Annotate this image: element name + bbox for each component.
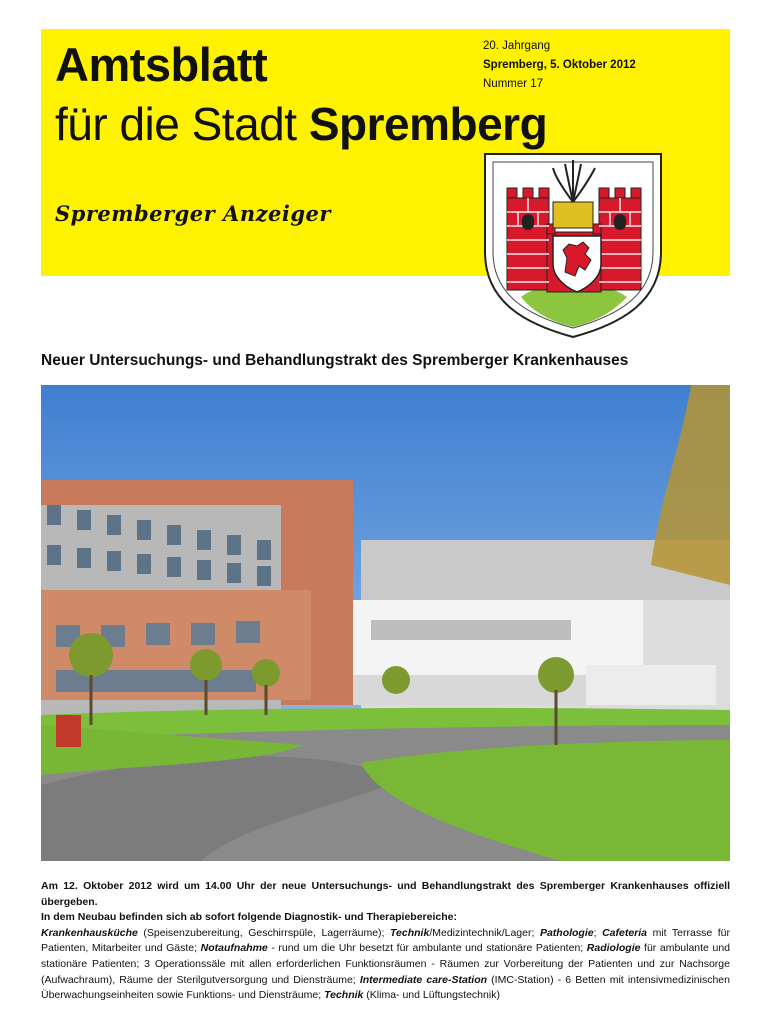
department-term: Krankenhausküche bbox=[41, 926, 138, 939]
department-term: Cafeteria bbox=[602, 926, 648, 939]
department-text: (IMC-Station) - 6 Betten mit intensivmedizinischen Überwachungseinheiten sowie Funktions- und Diensträume; bbox=[41, 973, 730, 1002]
masthead-subtitle: Spremberger Anzeiger bbox=[55, 201, 331, 226]
hospital-building-photo bbox=[41, 385, 730, 861]
article-intro: In dem Neubau befinden sich ab sofort folgende Diagnostik- und Therapiebereiche: bbox=[41, 911, 457, 924]
article-department-list bbox=[41, 926, 730, 1004]
department-term: Notaufnahme bbox=[200, 942, 268, 955]
spremberg-coat-of-arms-icon bbox=[481, 152, 665, 338]
department-term: Radiologie bbox=[586, 942, 641, 955]
masthead-title-city-line bbox=[55, 98, 548, 150]
masthead-title-prefix: für die Stadt bbox=[55, 98, 309, 150]
department-term: Technik bbox=[390, 926, 430, 939]
article-headline: Neuer Untersuchungs- und Behandlungstrakt des Spremberger Krankenhauses bbox=[41, 352, 629, 369]
department-text: für ambulante und stationäre Patienten; 3 Operationssäle mit allen erforderlichen Funktionsräumen - Räumen zur Vorbereitung der Patienten und zur Nachsorge (Aufwachraum), Räume der Sterilgutversorgung und Diensträume; bbox=[41, 942, 730, 986]
masthead-title: Amtsblatt bbox=[55, 38, 268, 91]
department-text: (Speisenzubereitung, Geschirrspüle, Lagerräume); bbox=[137, 926, 391, 939]
masthead-city-name: Spremberg bbox=[308, 98, 548, 150]
issue-number: Nummer 17 bbox=[483, 78, 544, 90]
department-term: Technik bbox=[324, 989, 364, 1002]
department-term: Pathologie bbox=[539, 926, 594, 939]
department-text: /Medizintechnik/Lager; bbox=[429, 926, 540, 939]
department-term: Intermediate care-Station bbox=[359, 973, 488, 986]
article-lead: Am 12. Oktober 2012 wird um 14.00 Uhr der neue Untersuchungs- und Behandlungstrakt des Spremberger Krankenhauses offiziell übergeben. bbox=[41, 880, 730, 908]
volume-label: 20. Jahrgang bbox=[483, 40, 551, 52]
department-text: (Klima- und Lüftungstechnik) bbox=[363, 989, 500, 1002]
department-text: mit Terrasse für Patienten, Mitarbeiter und Gäste; bbox=[41, 926, 730, 955]
department-text: ; bbox=[593, 926, 603, 939]
issue-date: Spremberg, 5. Oktober 2012 bbox=[483, 59, 636, 71]
department-text: - rund um die Uhr besetzt für ambulante und stationäre Patienten; bbox=[267, 942, 587, 955]
issue-info bbox=[483, 37, 636, 94]
article-body bbox=[41, 879, 730, 1004]
